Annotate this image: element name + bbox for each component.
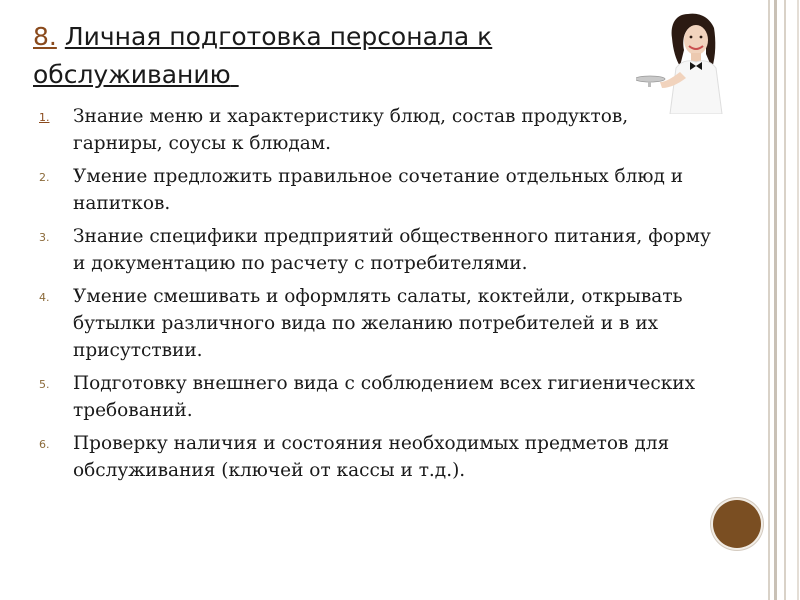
- frame-line: [768, 0, 770, 600]
- title-line-1: Личная подготовка персонала к: [64, 22, 493, 51]
- brown-circle-icon: [713, 500, 761, 548]
- title-number: 8.: [33, 22, 57, 51]
- list-item: [33, 370, 723, 424]
- item-text: Умение предложить правильное сочетание отдельных блюд и напитков.: [73, 166, 684, 214]
- item-number: 3.: [39, 231, 50, 244]
- list-item: [33, 283, 723, 364]
- item-text: Подготовку внешнего вида с соблюдением всех гигиенических требований.: [73, 373, 696, 421]
- frame-line: [774, 0, 777, 600]
- item-text: Проверку наличия и состояния необходимых предметов для обслуживания (ключей от кассы и т.д.).: [73, 433, 670, 481]
- title-line-2: обслуживанию: [33, 60, 231, 89]
- list-item: [33, 430, 723, 484]
- list-item: [33, 223, 723, 277]
- waitress-with-tray-icon: [636, 10, 748, 114]
- item-number: 4.: [39, 291, 50, 304]
- frame-line: [784, 0, 786, 600]
- item-text: Умение смешивать и оформлять салаты, коктейли, открывать бутылки различного вида по желанию потребителей и в их присутствии.: [73, 286, 683, 361]
- item-number: 5.: [39, 378, 50, 391]
- list-item: [33, 103, 723, 157]
- item-number: 6.: [39, 438, 50, 451]
- preparation-list: [33, 103, 723, 490]
- item-number: 2.: [39, 171, 50, 184]
- list-item: [33, 163, 723, 217]
- item-number: 1.: [39, 111, 50, 124]
- item-text: Знание специфики предприятий общественного питания, форму и документацию по расчету с потребителями.: [73, 226, 711, 274]
- frame-line: [797, 0, 799, 600]
- item-text: Знание меню и характеристику блюд, состав продуктов, гарниры, соусы к блюдам.: [73, 106, 629, 154]
- slide-title: [33, 18, 573, 94]
